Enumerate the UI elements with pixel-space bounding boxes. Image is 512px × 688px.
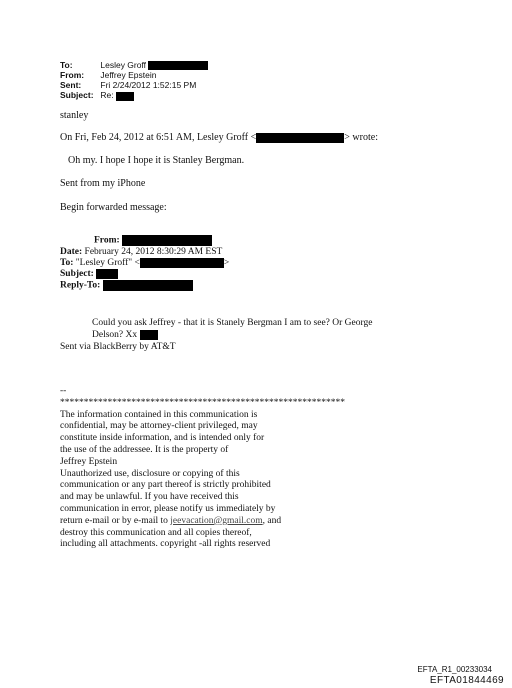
disclaimer-line: including all attachments. copyright -all rights reserved	[60, 539, 271, 550]
disclaimer-block	[60, 386, 345, 551]
disclaimer-line: confidential, may be attorney-client privileged, may	[60, 421, 258, 432]
fwd-message-line2-text: Delson? Xx	[92, 330, 138, 341]
quoted-line: Oh my. I hope I hope it is Stanley Bergman.	[68, 155, 245, 166]
redaction-bar	[122, 235, 212, 246]
fwd-replyto-row	[60, 280, 229, 292]
disclaimer-stars: ************************************************************	[60, 397, 345, 408]
header-to-row	[60, 60, 208, 70]
fwd-from-row	[60, 235, 229, 247]
fwd-to-close: >	[223, 257, 230, 268]
header-sent-row	[60, 80, 208, 90]
fwd-subject-row	[60, 269, 229, 280]
redaction-bar	[140, 330, 158, 340]
header-subject-row	[60, 90, 208, 100]
reply-greeting: stanley	[60, 110, 89, 121]
blackberry-signature: Sent via BlackBerry by AT&T	[60, 342, 176, 352]
email-link[interactable]: jeevacation@gmail.com	[170, 515, 263, 526]
disclaimer-line: Jeffrey Epstein	[60, 456, 118, 467]
redaction-bar	[103, 280, 193, 291]
bates-number-primary: EFTA_R1_00233034	[417, 665, 492, 674]
disclaimer-line: communication or any part thereof is strictly prohibited	[60, 480, 271, 491]
disclaimer-line: the use of the addressee. It is the property of	[60, 444, 229, 455]
sent-label: Sent:	[60, 80, 82, 91]
fwd-to-row	[60, 258, 229, 269]
disclaimer-line: communication in error, please notify us immediately by	[60, 503, 276, 514]
disclaimer-line-text: , and	[262, 515, 282, 526]
sent-value: Fri 2/24/2012 1:52:15 PM	[100, 80, 197, 91]
redaction-bar	[96, 269, 118, 279]
disclaimer-line: constitute inside information, and is intended only for	[60, 433, 265, 444]
fwd-date-row	[60, 247, 229, 258]
redaction-bar	[256, 133, 344, 143]
subject-label: Subject:	[60, 90, 94, 101]
forward-note: Begin forwarded message:	[60, 202, 167, 213]
iphone-signature: Sent from my iPhone	[60, 178, 146, 189]
redaction-bar	[148, 61, 208, 70]
redaction-bar	[116, 92, 134, 101]
header-from-row	[60, 70, 208, 80]
disclaimer-line: destroy this communication and all copies thereof,	[60, 527, 252, 538]
fwd-to-label: To:	[60, 257, 74, 268]
fwd-from-label: From:	[94, 235, 120, 246]
fwd-message-line1: Could you ask Jeffrey - that it is Stanely Bergman I am to see? Or George	[92, 318, 373, 328]
quote-intro-suffix: > wrote:	[344, 132, 378, 143]
fwd-message-line2	[92, 330, 158, 341]
to-value: Lesley Groff	[100, 60, 147, 70]
fwd-replyto-label: Reply-To:	[60, 280, 101, 291]
from-label: From:	[60, 70, 85, 81]
quote-intro-text: On Fri, Feb 24, 2012 at 6:51 AM, Lesley Groff <	[60, 132, 257, 143]
bates-number-secondary: EFTA01844469	[429, 675, 504, 686]
fwd-date-label: Date:	[60, 246, 83, 257]
fwd-date-value: February 24, 2012 8:30:29 AM EST	[84, 246, 223, 257]
disclaimer-line: The information contained in this communication is	[60, 409, 258, 420]
disclaimer-line: Unauthorized use, disclosure or copying of this	[60, 468, 240, 479]
disclaimer-line	[60, 516, 345, 528]
disclaimer-line-text: return e-mail or by e-mail to	[60, 515, 171, 526]
fwd-to-value: "Lesley Groff" <	[75, 257, 140, 268]
from-value: Jeffrey Epstein	[100, 70, 157, 81]
redaction-bar	[140, 258, 224, 268]
forwarded-header	[60, 235, 229, 292]
disclaimer-dashes: --	[60, 386, 67, 396]
fwd-subject-label: Subject:	[60, 269, 94, 280]
disclaimer-line: and may be unlawful. If you have received this	[60, 492, 239, 503]
to-label: To:	[60, 60, 73, 70]
subject-value: Re:	[100, 90, 114, 101]
quote-intro	[60, 132, 378, 144]
email-header	[60, 60, 208, 101]
